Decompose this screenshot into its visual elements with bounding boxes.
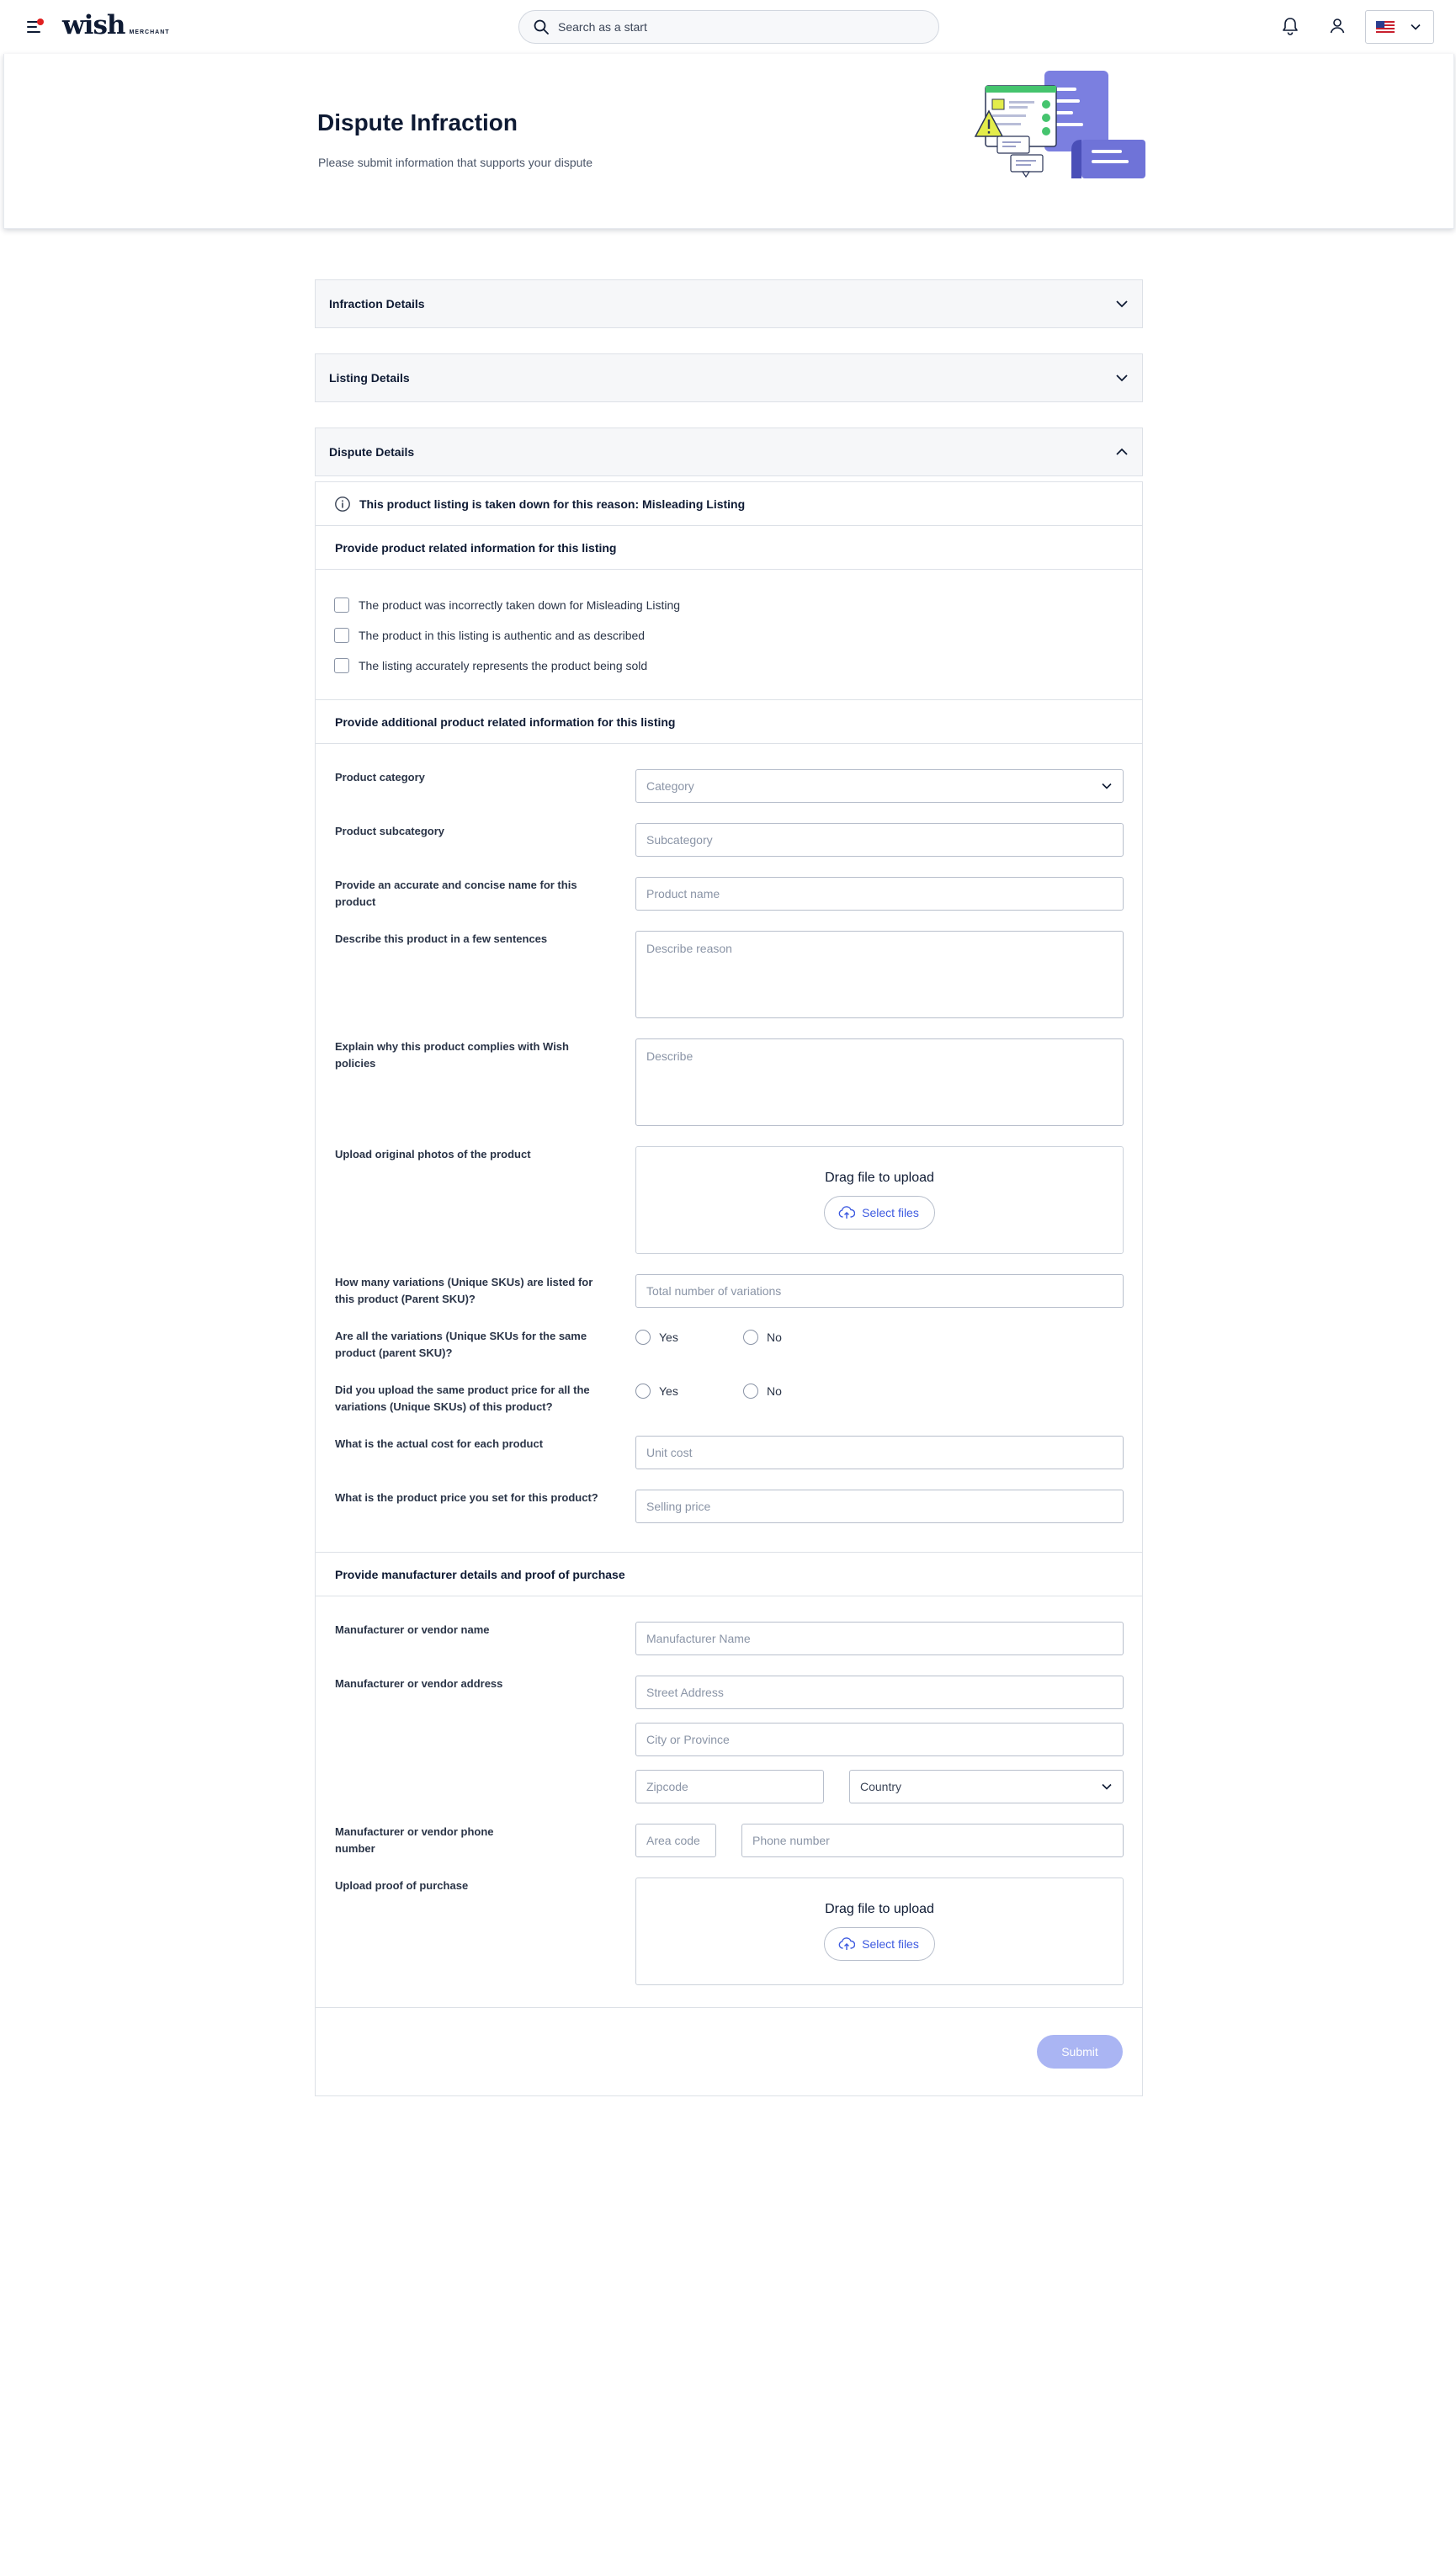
locale-selector[interactable]	[1365, 10, 1434, 44]
unit-cost-label: What is the actual cost for each product	[335, 1437, 544, 1450]
checkbox-label: The listing accurately represents the product being sold	[359, 659, 648, 672]
notification-dot	[37, 19, 44, 25]
city-province-input[interactable]	[635, 1723, 1124, 1756]
submit-button[interactable]: Submit	[1037, 2035, 1123, 2069]
same-price-yes-radio[interactable]	[635, 1384, 743, 1399]
checkbox-label: The product in this listing is authentic and as described	[359, 629, 646, 642]
radio-circle[interactable]	[743, 1330, 758, 1345]
proof-dropzone[interactable]	[635, 1878, 1124, 1985]
unit-cost-placeholder: Unit cost	[646, 1446, 693, 1459]
drag-file-text: Drag file to upload	[825, 1171, 934, 1185]
area-code-input[interactable]	[635, 1824, 716, 1857]
page-subtitle: Please submit information that supports your dispute	[318, 156, 593, 169]
manufacturer-address-label: Manufacturer or vendor address	[335, 1677, 503, 1690]
radio-label: No	[767, 1330, 782, 1344]
product-name-input[interactable]	[635, 877, 1124, 911]
product-checkbox-list	[316, 570, 1142, 700]
select-files-button[interactable]	[824, 1196, 935, 1230]
photos-dropzone[interactable]	[635, 1146, 1124, 1254]
takedown-reason-banner	[316, 482, 1142, 526]
accordion-infraction-details[interactable]	[315, 279, 1143, 328]
checkbox[interactable]	[334, 658, 349, 673]
radio-circle[interactable]	[743, 1384, 758, 1399]
accordion-listing-details[interactable]	[315, 353, 1143, 402]
proof-of-purchase-label: Upload proof of purchase	[335, 1879, 469, 1892]
chevron-down-icon	[1101, 782, 1113, 790]
describe-product-label: Describe this product in a few sentences	[335, 932, 548, 945]
same-price-label: Did you upload the same product price for all the variations (Unique SKUs) of this product?	[335, 1384, 590, 1413]
policy-compliance-placeholder: Describe	[646, 1049, 693, 1063]
dispute-details-card	[315, 481, 1143, 2096]
info-icon	[334, 496, 351, 513]
cloud-upload-icon	[838, 1206, 855, 1219]
describe-product-textarea[interactable]	[635, 931, 1124, 1018]
category-label: Product category	[335, 771, 425, 783]
variations-placeholder: Total number of variations	[646, 1284, 782, 1298]
unit-cost-input[interactable]	[635, 1436, 1124, 1469]
area-code-placeholder: Area code	[646, 1834, 700, 1847]
same-product-radio-group	[635, 1328, 1124, 1362]
radio-label: Yes	[659, 1384, 678, 1398]
chevron-down-icon	[1410, 23, 1421, 31]
manufacturer-name-placeholder: Manufacturer Name	[646, 1632, 751, 1645]
variations-input[interactable]	[635, 1274, 1124, 1308]
upload-photos-label: Upload original photos of the product	[335, 1148, 531, 1161]
phone-number-placeholder: Phone number	[752, 1834, 830, 1847]
us-flag-icon	[1376, 21, 1395, 33]
manufacturer-fields	[316, 1596, 1142, 2008]
same-product-label: Are all the variations (Unique SKUs for the same product (parent SKU)?	[335, 1330, 587, 1359]
checkbox-label: The product was incorrectly taken down for Misleading Listing	[359, 598, 681, 612]
cloud-upload-icon	[838, 1937, 855, 1951]
category-select[interactable]	[635, 769, 1124, 803]
checkbox-incorrectly-taken-down[interactable]	[334, 590, 1124, 620]
radio-circle[interactable]	[635, 1384, 651, 1399]
wish-merchant-logo[interactable]	[62, 10, 170, 40]
policy-compliance-textarea[interactable]	[635, 1038, 1124, 1126]
same-price-no-radio[interactable]	[743, 1384, 851, 1399]
radio-circle[interactable]	[635, 1330, 651, 1345]
radio-label: Yes	[659, 1330, 678, 1344]
user-account-icon[interactable]	[1326, 15, 1348, 37]
variations-label: How many variations (Unique SKUs) are listed for this product (Parent SKU)?	[335, 1276, 593, 1305]
search-input[interactable]	[558, 20, 928, 34]
subcategory-label: Product subcategory	[335, 825, 445, 837]
manufacturer-name-label: Manufacturer or vendor name	[335, 1623, 490, 1636]
same-product-no-radio[interactable]	[743, 1330, 851, 1345]
country-select[interactable]	[849, 1770, 1124, 1803]
subcategory-placeholder: Subcategory	[646, 833, 713, 847]
form-footer	[316, 2008, 1142, 2095]
radio-label: No	[767, 1384, 782, 1398]
product-name-label: Provide an accurate and concise name for this product	[335, 879, 577, 908]
checkbox-authentic[interactable]	[334, 620, 1124, 651]
additional-info-fields	[316, 744, 1142, 1553]
policy-compliance-label: Explain why this product complies with Wish policies	[335, 1040, 569, 1070]
zipcode-placeholder: Zipcode	[646, 1780, 688, 1793]
accordion-dispute-details[interactable]	[315, 428, 1143, 476]
street-address-placeholder: Street Address	[646, 1686, 724, 1699]
subcategory-input[interactable]	[635, 823, 1124, 857]
checkbox[interactable]	[334, 598, 349, 613]
select-files-button[interactable]	[824, 1927, 935, 1961]
phone-number-input[interactable]	[741, 1824, 1124, 1857]
drag-file-text: Drag file to upload	[825, 1902, 934, 1916]
select-files-label: Select files	[862, 1206, 919, 1219]
page-title: Dispute Infraction	[317, 109, 518, 135]
chevron-down-icon	[1101, 1782, 1113, 1791]
country-placeholder: Country	[860, 1780, 902, 1793]
section-product-info-title: Provide product related information for this listing	[316, 526, 1142, 570]
chevron-down-icon	[1115, 300, 1129, 308]
same-price-radio-group	[635, 1382, 1124, 1415]
logo-sub: MERCHANT	[129, 29, 170, 35]
selling-price-placeholder: Selling price	[646, 1500, 711, 1513]
dispute-form	[315, 279, 1143, 2096]
selling-price-label: What is the product price you set for this product?	[335, 1491, 598, 1504]
logo-word: wish	[62, 10, 125, 40]
street-address-input[interactable]	[635, 1676, 1124, 1709]
takedown-reason-text: This product listing is taken down for this reason: Misleading Listing	[359, 497, 746, 511]
chevron-up-icon	[1115, 448, 1129, 456]
bell-icon[interactable]	[1279, 15, 1301, 37]
selling-price-input[interactable]	[635, 1490, 1124, 1523]
describe-product-placeholder: Describe reason	[646, 942, 732, 955]
hamburger-menu-icon[interactable]	[25, 17, 45, 35]
section-additional-info-title: Provide additional product related information for this listing	[316, 700, 1142, 744]
checkbox-accurately-represents[interactable]	[334, 651, 1124, 681]
select-files-label: Select files	[862, 1937, 919, 1951]
search-icon	[533, 19, 550, 35]
manufacturer-phone-label: Manufacturer or vendor phone number	[335, 1825, 494, 1855]
section-manufacturer-title: Provide manufacturer details and proof of purchase	[316, 1553, 1142, 1596]
zipcode-input[interactable]	[635, 1770, 824, 1803]
accordion-title: Dispute Details	[329, 445, 415, 459]
accordion-title: Listing Details	[329, 371, 410, 385]
search-bar[interactable]	[518, 10, 939, 44]
category-placeholder: Category	[646, 779, 694, 793]
page-header	[3, 54, 1454, 229]
same-product-yes-radio[interactable]	[635, 1330, 743, 1345]
product-name-placeholder: Product name	[646, 887, 720, 900]
accordion-title: Infraction Details	[329, 297, 425, 311]
top-bar	[0, 0, 1456, 54]
manufacturer-name-input[interactable]	[635, 1622, 1124, 1655]
city-province-placeholder: City or Province	[646, 1733, 730, 1746]
checkbox[interactable]	[334, 628, 349, 643]
chevron-down-icon	[1115, 374, 1129, 382]
dispute-illustration	[972, 69, 1149, 180]
